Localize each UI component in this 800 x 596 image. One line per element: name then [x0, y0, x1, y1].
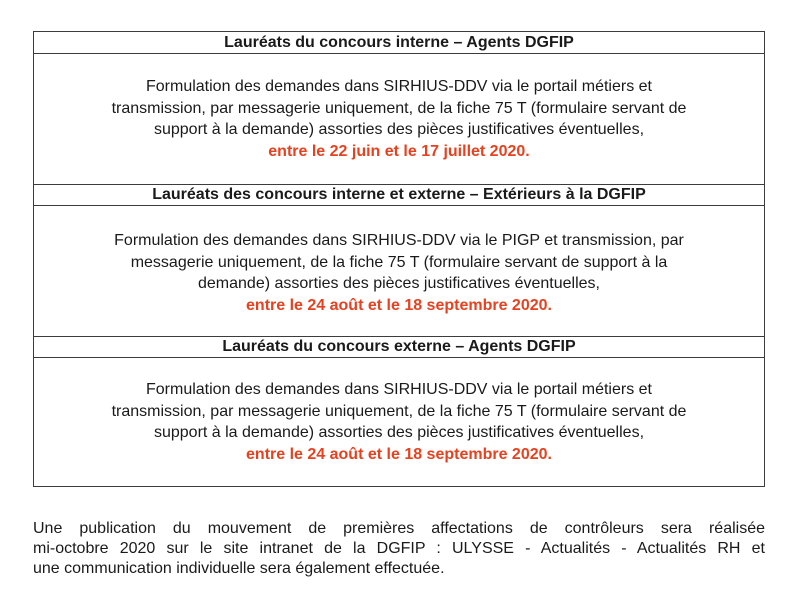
body-line: Formulation des demandes dans SIRHIUS-DDV via le PIGP et transmission, par	[114, 232, 684, 249]
deadlines-table	[33, 31, 765, 487]
body-line: demande) assorties des pièces justificatives éventuelles,	[198, 275, 600, 292]
publication-note	[33, 519, 765, 579]
body-line: Formulation des demandes dans SIRHIUS-DDV via le portail métiers et	[146, 78, 652, 95]
body-line: messagerie uniquement, de la fiche 75 T (formulaire servant de support à la	[130, 253, 668, 271]
deadline-text: entre le 24 août et le 18 septembre 2020.	[246, 296, 552, 314]
body-line: support à la demande) assorties des pièces justificatives éventuelles,	[153, 121, 645, 138]
footer-line: mi-octobre 2020 sur le site intranet de la DGFIP : ULYSSE - Actualités - Actualités RH et	[33, 540, 765, 557]
footer-line: une communication individuelle sera également effectuée.	[33, 560, 445, 577]
deadline-text: entre le 22 juin et le 17 juillet 2020.	[268, 142, 530, 160]
body-line: transmission, par messagerie uniquement, de la fiche 75 T (formulaire servant de	[111, 99, 687, 117]
body-line: Formulation des demandes dans SIRHIUS-DDV via le portail métiers et	[146, 381, 652, 398]
body-line: support à la demande) assorties des pièces justificatives éventuelles,	[153, 424, 645, 441]
section-header-interne-dgfip: Lauréats du concours interne – Agents DGFIP	[34, 32, 764, 54]
section-header-exterieurs: Lauréats des concours interne et externe – Extérieurs à la DGFIP	[34, 184, 764, 206]
section-body-interne-dgfip	[34, 76, 764, 162]
section-header-externe-dgfip: Lauréats du concours externe – Agents DGFIP	[34, 336, 764, 358]
body-line: transmission, par messagerie uniquement, de la fiche 75 T (formulaire servant de	[111, 402, 687, 420]
footer-line: Une publication du mouvement de premières affectations de contrôleurs sera réalisée	[33, 520, 765, 537]
section-body-externe-dgfip	[34, 379, 764, 465]
section-body-exterieurs	[34, 230, 764, 316]
deadline-text: entre le 24 août et le 18 septembre 2020.	[246, 445, 552, 463]
